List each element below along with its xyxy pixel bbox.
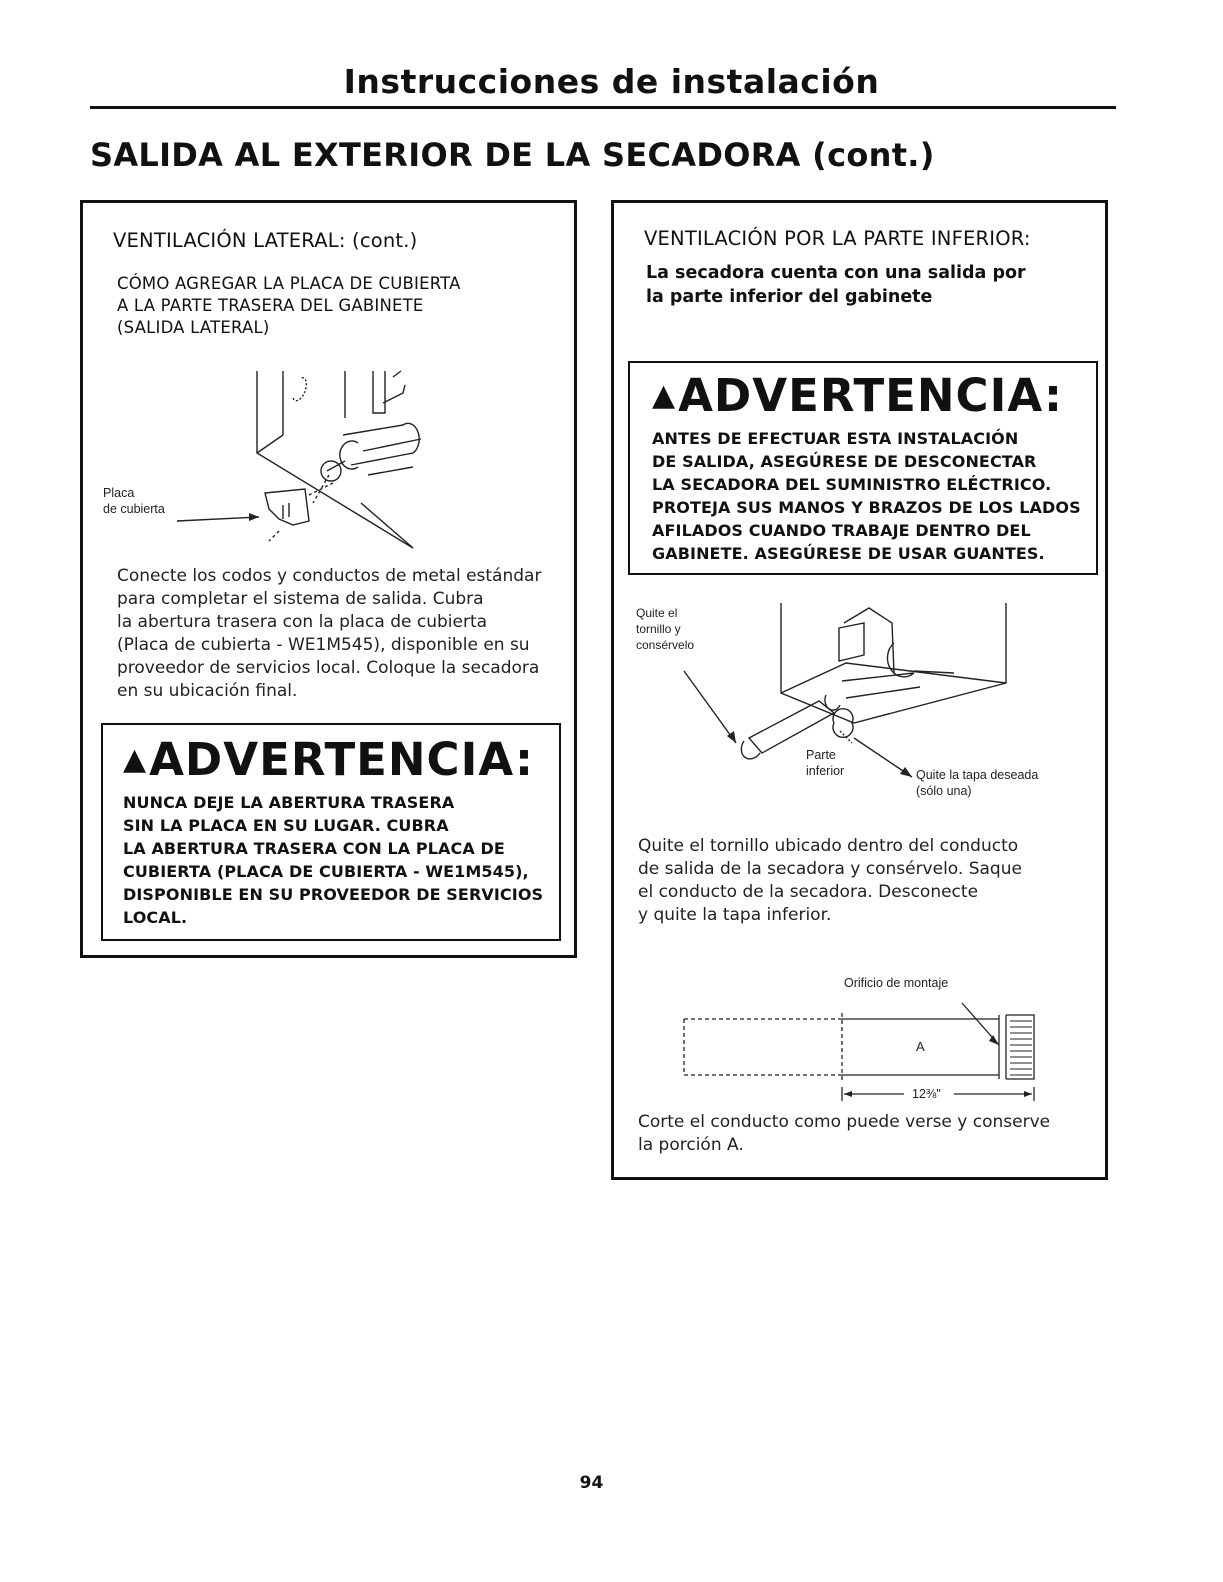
body-line: la porción A. xyxy=(638,1135,744,1155)
warning-line: NUNCA DEJE LA ABERTURA TRASERA xyxy=(123,793,455,812)
figure-label-line: de cubierta xyxy=(103,502,165,516)
warning-line: PROTEJA SUS MANOS Y BRAZOS DE LOS LADOS xyxy=(652,498,1081,517)
figure-label-line: Quite el xyxy=(636,606,678,620)
duct-cut-figure xyxy=(614,203,1111,1103)
left-subheading: VENTILACIÓN LATERAL: (cont.) xyxy=(113,229,418,252)
intro-line: la parte inferior del gabinete xyxy=(646,287,933,307)
portion-a-label: A xyxy=(916,1039,925,1054)
left-warning-box xyxy=(101,723,561,941)
figure-label-line: tornillo y xyxy=(636,622,681,636)
mounting-hole-label: Orificio de montaje xyxy=(844,976,949,990)
body-line: la abertura trasera con la placa de cubierta xyxy=(117,612,488,632)
left-panel xyxy=(80,200,577,958)
warning-line: DISPONIBLE EN SU PROVEEDOR DE SERVICIOS xyxy=(123,885,544,904)
warning-title xyxy=(123,733,534,786)
section-title: SALIDA AL EXTERIOR DE LA SECADORA (cont.) xyxy=(90,136,935,174)
warning-title-text: ADVERTENCIA: xyxy=(149,733,534,786)
warning-line: LOCAL. xyxy=(123,908,188,927)
figure-label-line: Parte xyxy=(806,748,836,762)
caps-line: (SALIDA LATERAL) xyxy=(117,318,270,337)
body-line: de salida de la secadora y consérvelo. Saque xyxy=(638,859,1022,879)
left-warning-text xyxy=(123,791,543,929)
body-line: Quite el tornillo ubicado dentro del conducto xyxy=(638,836,1019,856)
caps-line: A LA PARTE TRASERA DEL GABINETE xyxy=(117,296,424,315)
figure-label-line: inferior xyxy=(806,764,845,778)
warning-triangle-icon: ▲ xyxy=(123,742,148,777)
warning-line: LA ABERTURA TRASERA CON LA PLACA DE xyxy=(123,839,505,858)
warning-line: GABINETE. ASEGÚRESE DE USAR GUANTES. xyxy=(652,544,1045,563)
body-line: proveedor de servicios local. Coloque la secadora xyxy=(117,658,540,678)
intro-line: La secadora cuenta con una salida por xyxy=(646,263,1026,283)
page-number: 94 xyxy=(579,1473,604,1493)
body-line: en su ubicación final. xyxy=(117,681,298,701)
warning-line: CUBIERTA (PLACA DE CUBIERTA - WE1M545), xyxy=(123,862,529,881)
header-divider xyxy=(90,106,1116,109)
cover-plate-label xyxy=(103,485,165,517)
caps-line: CÓMO AGREGAR LA PLACA DE CUBIERTA xyxy=(117,274,461,293)
warning-line: ANTES DE EFECTUAR ESTA INSTALACIÓN xyxy=(652,429,1019,448)
figure-label-line: (sólo una) xyxy=(916,784,972,798)
right-panel xyxy=(611,200,1108,1180)
body-line: Corte el conducto como puede verse y conserve xyxy=(638,1112,1051,1132)
right-closing-text xyxy=(638,1111,1050,1157)
left-body-text xyxy=(117,565,541,703)
page-header-title: Instrucciones de instalación xyxy=(343,62,880,101)
warning-line: AFILADOS CUANDO TRABAJE DENTRO DEL xyxy=(652,521,1031,540)
warning-title-text: ADVERTENCIA: xyxy=(678,369,1063,422)
dimension-label: 12⅜" xyxy=(912,1087,941,1101)
figure-label-line: Quite la tapa deseada xyxy=(916,768,1039,782)
warning-line: LA SECADORA DEL SUMINISTRO ELÉCTRICO. xyxy=(652,475,1052,494)
body-line: (Placa de cubierta - WE1M545), disponible en su xyxy=(117,635,530,655)
body-line: Conecte los codos y conductos de metal estándar xyxy=(117,566,542,586)
warning-triangle-icon: ▲ xyxy=(652,378,677,413)
figure-label-line: Placa xyxy=(103,486,135,500)
right-subheading: VENTILACIÓN POR LA PARTE INFERIOR: xyxy=(644,227,1031,250)
body-line: para completar el sistema de salida. Cubra xyxy=(117,589,484,609)
warning-line: SIN LA PLACA EN SU LUGAR. CUBRA xyxy=(123,816,449,835)
body-line: y quite la tapa inferior. xyxy=(638,905,832,925)
body-line: el conducto de la secadora. Desconecte xyxy=(638,882,979,902)
warning-line: DE SALIDA, ASEGÚRESE DE DESCONECTAR xyxy=(652,452,1037,471)
figure-label-line: consérvelo xyxy=(636,638,695,652)
